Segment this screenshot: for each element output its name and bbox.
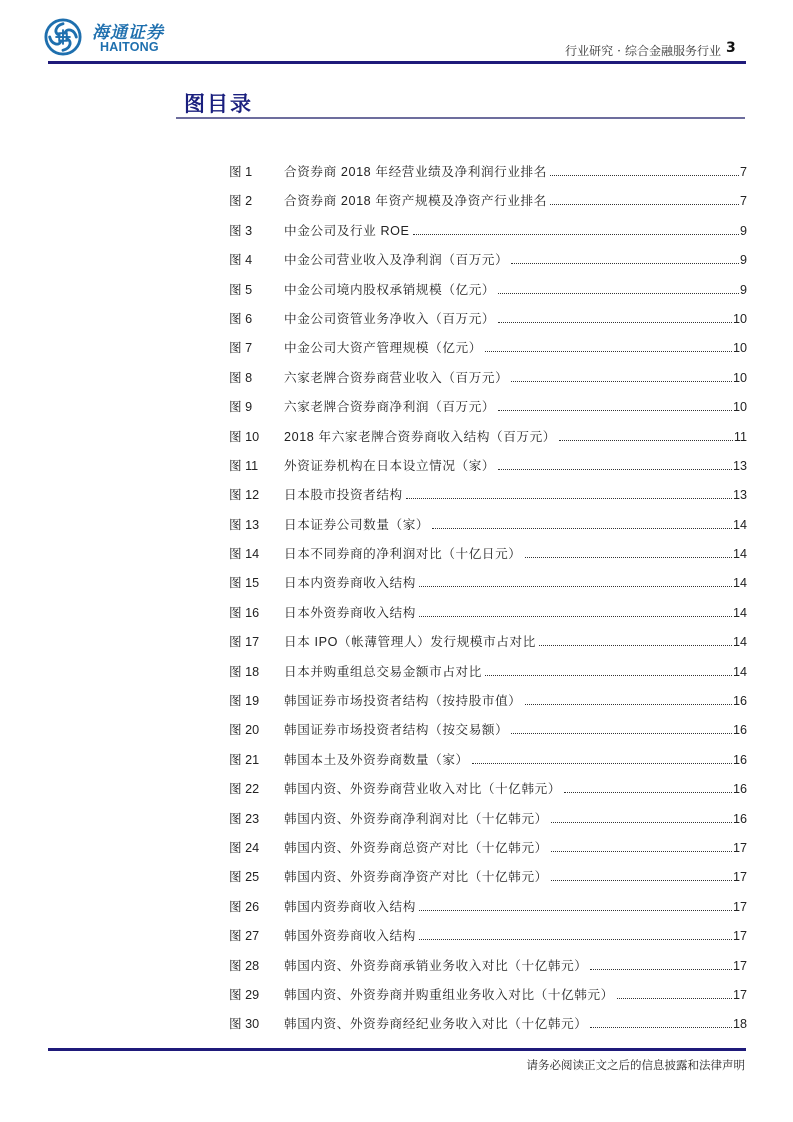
figure-page-number[interactable]: 16 [732,782,747,797]
figure-number: 图 14 [229,547,260,562]
figure-number: 图 29 [229,987,260,1002]
dot-leader [550,174,739,176]
toc-entry[interactable] [229,220,747,249]
dot-leader [511,732,732,734]
figure-number: 图 28 [229,958,260,973]
figure-page-number[interactable]: 9 [739,223,747,238]
figure-number: 图 6 [229,311,253,326]
figure-number: 图 16 [229,605,260,620]
figure-title[interactable]: 韩国内资、外资券商并购重组业务收入对比（十亿韩元） [284,987,614,1002]
figure-title[interactable]: 韩国内资、外资券商净资产对比（十亿韩元） [284,870,548,885]
figure-title[interactable]: 中金公司资管业务净收入（百万元） [284,311,496,326]
figure-title[interactable]: 日本不同券商的净利润对比（十亿日元） [284,547,522,562]
toc-title-divider [176,117,745,119]
toc-entry[interactable] [229,308,747,337]
figure-title[interactable]: 韩国外资券商收入结构 [284,929,416,944]
figure-number: 图 18 [229,664,260,679]
figure-title[interactable]: 日本外资券商收入结构 [284,605,416,620]
figure-page-number[interactable]: 13 [732,488,747,503]
dot-leader [419,585,732,587]
toc-entry[interactable] [229,661,747,690]
toc-entry[interactable] [229,1013,747,1042]
figure-page-number[interactable]: 14 [732,547,747,562]
figure-page-number[interactable]: 10 [732,370,747,385]
dot-leader [550,203,739,205]
figure-page-number[interactable]: 14 [732,517,747,532]
figure-page-number[interactable]: 13 [732,458,747,473]
figure-number: 图 11 [229,458,259,473]
figure-number: 图 1 [229,165,253,179]
dot-leader [590,1026,732,1028]
toc-entry[interactable] [229,719,747,748]
figure-number: 图 15 [229,576,260,591]
dot-leader [559,439,733,441]
industry-label: 综合金融服务行业 [624,44,721,58]
dot-leader [406,497,732,499]
figure-number: 图 19 [229,694,260,709]
haitong-emblem-icon [44,18,82,56]
figure-number: 图 12 [229,488,260,503]
section-label: 行业研究 [565,44,614,58]
toc-entry[interactable] [229,279,747,308]
figure-number: 图 4 [229,253,253,268]
dot-leader [498,409,732,411]
figure-page-number[interactable]: 16 [732,723,747,738]
separator: · [617,44,621,58]
figure-page-number[interactable]: 10 [732,311,747,326]
dot-leader [511,380,732,382]
figure-number: 图 30 [229,1017,260,1032]
figure-page-number[interactable]: 7 [739,165,747,179]
dot-leader [498,292,739,294]
figure-page-number[interactable]: 9 [739,253,747,268]
figure-number: 图 13 [229,517,260,532]
toc-entry[interactable] [229,778,747,807]
toc-entry[interactable] [229,925,747,954]
figure-number: 图 3 [229,223,253,238]
dot-leader [511,262,739,264]
figure-title[interactable]: 2018 年六家老牌合资券商收入结构（百万元） [284,429,557,444]
logo-english-name: HAITONG [100,40,159,54]
figure-number: 图 24 [229,840,260,855]
toc-entry[interactable] [229,426,747,455]
figure-page-number[interactable]: 16 [732,752,747,767]
dot-leader [551,850,732,852]
figure-title[interactable]: 韩国证券市场投资者结构（按持股市值） [284,694,522,709]
dot-leader [432,527,732,529]
toc-entry[interactable] [229,866,747,895]
dot-leader [539,644,732,646]
figure-title[interactable]: 日本内资券商收入结构 [284,576,416,591]
figure-page-number[interactable]: 17 [732,987,747,1002]
figure-title[interactable]: 韩国内资、外资券商净利润对比（十亿韩元） [284,811,548,826]
toc-entry[interactable] [229,367,747,396]
figure-page-number[interactable]: 17 [732,958,747,973]
figure-number: 图 25 [229,870,260,885]
figure-number: 图 23 [229,811,260,826]
dot-leader [590,968,732,970]
dot-leader [413,233,739,235]
figure-index-list [229,161,747,1043]
figure-title[interactable]: 六家老牌合资券商营业收入（百万元） [284,370,509,385]
figure-page-number[interactable]: 17 [732,899,747,914]
dot-leader [498,468,732,470]
toc-entry[interactable] [229,631,747,660]
figure-page-number[interactable]: 14 [732,576,747,591]
figure-number: 图 7 [229,341,253,356]
figure-page-number[interactable]: 10 [732,341,747,356]
dot-leader [525,703,732,705]
dot-leader [485,674,732,676]
figure-page-number[interactable]: 17 [732,840,747,855]
figure-title[interactable]: 韩国内资、外资券商总资产对比（十亿韩元） [284,840,548,855]
figure-page-number[interactable]: 18 [732,1017,747,1032]
figure-number: 图 21 [229,752,260,767]
figure-number: 图 20 [229,723,260,738]
toc-title: 图目录 [184,92,253,116]
figure-number: 图 2 [229,194,253,209]
header-divider [48,61,746,64]
figure-title[interactable]: 日本证券公司数量（家） [284,517,430,532]
toc-entry[interactable] [229,396,747,425]
figure-page-number[interactable]: 14 [732,635,747,650]
haitong-logo [44,16,204,58]
figure-page-number[interactable]: 17 [732,929,747,944]
figure-title[interactable]: 中金公司及行业 ROE [284,223,410,238]
toc-entry[interactable] [229,984,747,1013]
dot-leader [419,615,732,617]
figure-number: 图 8 [229,370,253,385]
toc-entry[interactable] [229,249,747,278]
toc-entry[interactable] [229,808,747,837]
report-category [565,42,721,59]
toc-entry[interactable] [229,572,747,601]
dot-leader [485,350,732,352]
logo-chinese-name: 海通证券 [92,23,164,43]
toc-entry[interactable] [229,690,747,719]
figure-number: 图 10 [229,429,260,444]
figure-number: 图 26 [229,899,260,914]
figure-page-number[interactable]: 14 [732,664,747,679]
figure-title[interactable]: 中金公司大资产管理规模（亿元） [284,341,482,356]
dot-leader [564,791,732,793]
toc-entry[interactable] [229,455,747,484]
figure-title[interactable]: 中金公司营业收入及净利润（百万元） [284,253,509,268]
figure-title[interactable]: 韩国内资、外资券商经纪业务收入对比（十亿韩元） [284,1017,588,1032]
dot-leader [472,762,732,764]
figure-title[interactable]: 日本股市投资者结构 [284,488,403,503]
figure-number: 图 22 [229,782,260,797]
dot-leader [419,909,732,911]
toc-entry[interactable] [229,484,747,513]
figure-number: 图 17 [229,635,260,650]
toc-entry[interactable] [229,602,747,631]
figure-title[interactable]: 合资券商 2018 年经营业绩及净利润行业排名 [284,165,547,179]
dot-leader [419,938,732,940]
toc-entry[interactable] [229,837,747,866]
figure-title[interactable]: 韩国本土及外资券商数量（家） [284,752,469,767]
page-number: 3 [726,40,736,56]
footer-divider [48,1048,746,1051]
figure-page-number[interactable]: 14 [732,605,747,620]
figure-title[interactable]: 中金公司境内股权承销规模（亿元） [284,282,496,297]
dot-leader [551,821,732,823]
toc-entry[interactable] [229,955,747,984]
figure-title[interactable]: 韩国证券市场投资者结构（按交易额） [284,723,509,738]
figure-title[interactable]: 日本并购重组总交易金额市占对比 [284,664,482,679]
figure-page-number[interactable]: 17 [732,870,747,885]
figure-title[interactable]: 韩国内资、外资券商营业收入对比（十亿韩元） [284,782,562,797]
figure-page-number[interactable]: 7 [739,194,747,209]
figure-title[interactable]: 韩国内资券商收入结构 [284,899,416,914]
figure-number: 图 5 [229,282,253,297]
figure-number: 图 27 [229,929,260,944]
toc-entry[interactable] [229,161,747,190]
figure-page-number[interactable]: 11 [733,429,747,444]
toc-entry[interactable] [229,190,747,219]
dot-leader [525,556,732,558]
figure-number: 图 9 [229,400,253,415]
legal-disclaimer: 请务必阅读正文之后的信息披露和法律声明 [526,1058,745,1072]
toc-entry[interactable] [229,749,747,778]
figure-page-number[interactable]: 16 [732,811,747,826]
toc-entry[interactable] [229,514,747,543]
toc-entry[interactable] [229,543,747,572]
figure-title[interactable]: 六家老牌合资券商净利润（百万元） [284,400,496,415]
toc-entry[interactable] [229,337,747,366]
dot-leader [551,879,732,881]
toc-entry[interactable] [229,896,747,925]
figure-page-number[interactable]: 9 [739,282,747,297]
figure-page-number[interactable]: 16 [732,694,747,709]
figure-title[interactable]: 韩国内资、外资券商承销业务收入对比（十亿韩元） [284,958,588,973]
figure-title[interactable]: 外资证券机构在日本设立情况（家） [284,458,496,473]
figure-title[interactable]: 合资券商 2018 年资产规模及净资产行业排名 [284,194,547,209]
figure-page-number[interactable]: 10 [732,400,747,415]
dot-leader [498,321,732,323]
dot-leader [617,997,732,999]
figure-title[interactable]: 日本 IPO（帐薄管理人）发行规模市占对比 [284,635,536,650]
